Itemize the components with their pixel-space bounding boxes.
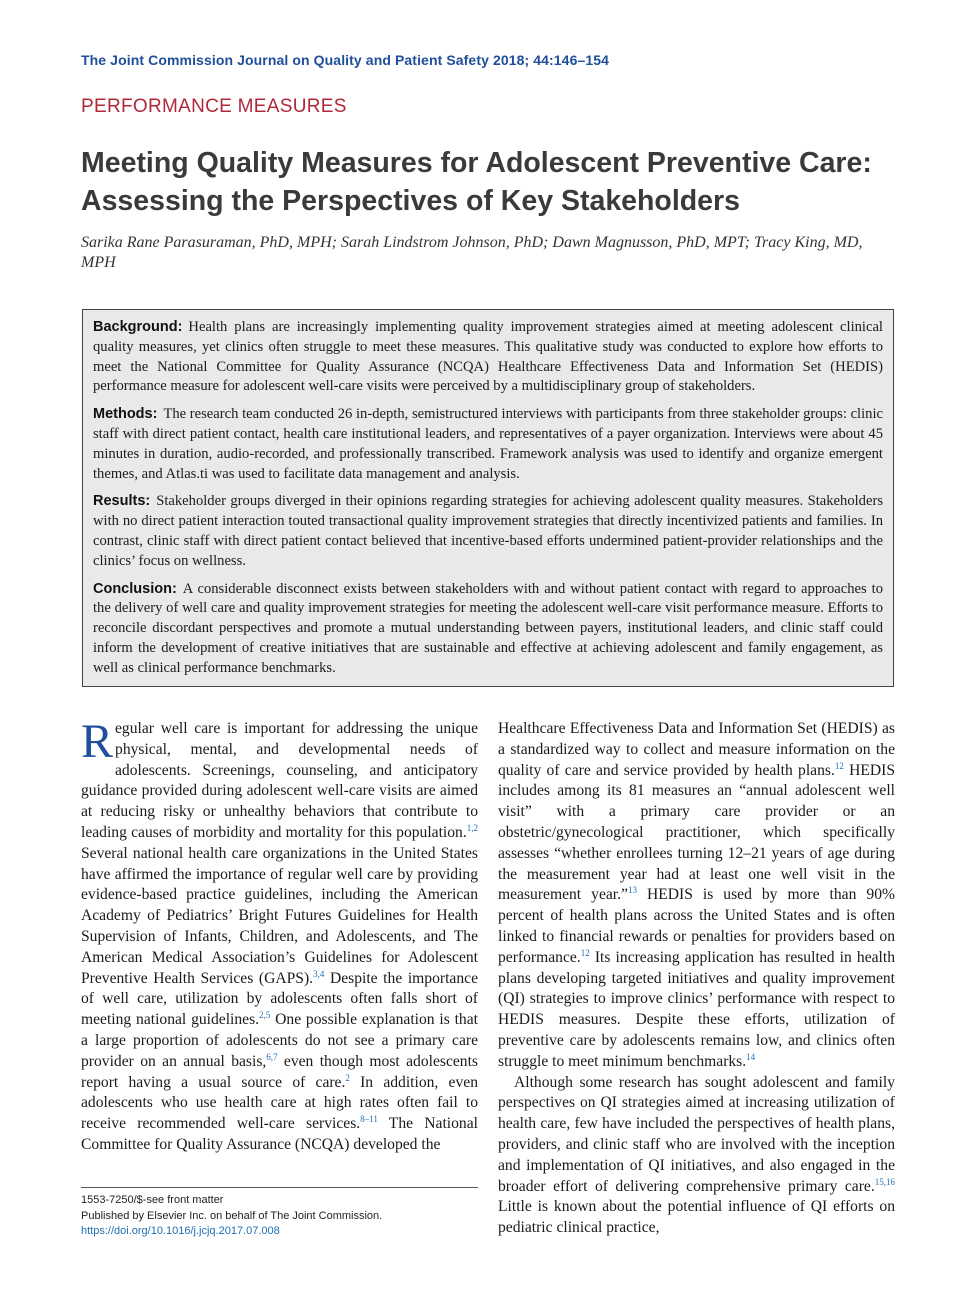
citation-link[interactable]: 1,2 — [466, 822, 478, 833]
citation-link[interactable]: 14 — [746, 1051, 756, 1062]
body-text: Despite the importance of well care, utilization by adolescents often falls short of meeting national guidelines. — [81, 969, 478, 1029]
body-text: HEDIS is used by more than 90% percent of health plans across the United States and is often linked to financial rewards or penalties for providers based on performance. — [498, 886, 895, 966]
body-paragraph — [81, 715, 478, 1156]
author-list: Sarika Rane Parasuraman, PhD, MPH; Sarah Lindstrom Johnson, PhD; Dawn Magnusson, PhD, MPT; Tracy King, MD, MPH — [81, 234, 863, 271]
citation-link[interactable]: 12 — [580, 947, 590, 958]
footer-notes — [81, 1193, 478, 1240]
abstract-conclusion-text: A considerable disconnect exists between stakeholders with and without patient contact with regard to approaches to the delivery of well care and quality improvement strategies for meeting the adolescent well-care visit performance measure. Efforts to reconcile discordant perspectives and promote a mutual understanding between payers, institutional leaders, and clinic staff could inform the development of creative initiatives that are sustainable and effective at achieving adolescent and family engagement, as well as clinical performance benchmarks. — [93, 580, 883, 676]
citation-link[interactable]: 15,16 — [874, 1176, 895, 1187]
body-text: egular well care is important for addressing the unique physical, mental, and developmental needs of adolescents. Screenings, counseling, and anticipatory guidance provided during adolescent well-care visits are aimed at reducing risky or unhealthy behaviors that contribute to leading causes of morbidity and mortality for this population. — [81, 720, 478, 841]
abstract-conclusion-label: Conclusion: — [93, 580, 177, 597]
body-text: Several national health care organizations in the United States have affirmed the importance of regular well care by providing evidence-based practice guidelines, including the American Academy of Pediatrics’ Bright Futures Guidelines for Health Supervision of Infants, Children, and Adolescents, and The American Medical Association’s Guidelines for Adolescent Preventive Health Services (GAPS). — [81, 844, 478, 987]
body-column-right — [498, 719, 895, 1249]
abstract-conclusion — [93, 580, 883, 679]
publisher-line: Published by Elsevier Inc. on behalf of The Joint Commission. — [81, 1209, 383, 1222]
body-text: In addition, even adolescents who use health care at high rates often fail to receive recommended well-care services. — [81, 1073, 478, 1133]
body-column-left — [81, 715, 478, 1159]
body-text: Although some research has sought adolescent and family perspectives on QI strategies aimed at increasing utilization of health care, few have included the perspectives of health plans, providers, and clinic staff who are involved with the inception and implementation of QI initiatives, and also engaged in the broader effort of delivering comprehensive primary care. — [498, 1073, 895, 1195]
abstract-results-text: Stakeholder groups diverged in their opinions regarding strategies for achieving adolescent quality measures. Stakeholders with no direct patient interaction touted transactional quality improvement strategies that directly incentivized patients and families. In contrast, clinic staff with direct patient contact believed that incentive-based efforts undermined patient-provider relationships and the clinics’ focus on wellness. — [93, 493, 883, 569]
body-paragraph — [498, 1073, 895, 1239]
citation-link[interactable]: 13 — [627, 885, 637, 896]
citation-link[interactable]: 2,5 — [259, 1010, 271, 1021]
doi-link[interactable]: https://doi.org/10.1016/j.jcjq.2017.07.008 — [81, 1225, 280, 1237]
abstract-background-text: Health plans are increasingly implementing quality improvement strategies aimed at meeting adolescent clinical quality measures, yet clinics often struggle to meet these measures. This qualitative study was conducted to explore how efforts to meet the National Committee for Quality Assurance (NCQA) Healthcare Effectiveness Data and Information Set (HEDIS) performance measure for adolescent well-care visits were perceived by a multidisciplinary group of stakeholders. — [93, 319, 883, 395]
body-text: The National Committee for Quality Assurance (NCQA) developed the — [81, 1115, 478, 1153]
article-title: Meeting Quality Measures for Adolescent Preventive Care: Assessing the Perspectives of Key Stakeholders — [81, 147, 872, 217]
abstract-results-label: Results: — [93, 493, 151, 510]
journal-citation: The Joint Commission Journal on Quality and Patient Safety 2018; 44:146–154 — [81, 52, 609, 68]
citation-link[interactable]: 3,4 — [313, 968, 325, 979]
abstract-background — [93, 318, 883, 397]
body-text: even though most adolescents report having a usual source of care. — [81, 1052, 478, 1091]
footer-divider — [81, 1187, 478, 1188]
abstract-results — [93, 492, 883, 571]
abstract-methods-text: The research team conducted 26 in-depth, semistructured interviews with participants from three stakeholder groups: clinic staff with direct patient contact, health care institutional leaders, and representatives of a payer organization. Interviews were about 45 minutes in duration, audio-recorded, and professionally transcribed. Framework analysis was used to identify and organize emergent themes, and Atlas.ti was used to facilitate data management and analysis. — [93, 406, 883, 482]
abstract-methods-label: Methods: — [93, 406, 158, 423]
abstract-box — [82, 309, 894, 687]
body-text: Healthcare Effectiveness Data and Information Set (HEDIS) as a standardized way to collect and measure information on the quality of care and service provided by health plans. — [498, 720, 895, 779]
body-text: Its increasing application has resulted in health plans developing targeted initiatives and quality improvement (QI) strategies to improve clinics’ performance with respect to HEDIS measures. Despite these efforts, utilization of preventive care by adolescents remains low, and clinics often struggle to meet minimum benchmarks. — [498, 948, 895, 1070]
abstract-background-label: Background: — [93, 319, 183, 335]
citation-link[interactable]: 6,7 — [266, 1051, 278, 1062]
drop-cap: R — [81, 715, 114, 768]
body-text: Little is known about the potential influence of QI efforts on pediatric clinical practice, — [498, 1198, 895, 1237]
citation-link[interactable]: 2 — [345, 1072, 350, 1083]
body-text: One possible explanation is that a large proportion of adolescents do not see a primary care provider on an annual basis, — [81, 1011, 478, 1070]
citation-link[interactable]: 12 — [834, 760, 844, 771]
issn-line: 1553-7250/$-see front matter — [81, 1194, 224, 1206]
body-text: HEDIS includes among its 81 measures an “annual adolescent well visit” with a primary care provider or an obstetric/gynecological practitioner, which specifically assesses “whether enrollees turning 12–21 years of age during the measurement year had at least one well visit in the measurement year.” — [498, 761, 896, 904]
citation-link[interactable]: 8–11 — [360, 1114, 378, 1125]
body-paragraph — [498, 719, 895, 1073]
section-label: PERFORMANCE MEASURES — [81, 96, 347, 117]
abstract-methods — [93, 405, 883, 484]
